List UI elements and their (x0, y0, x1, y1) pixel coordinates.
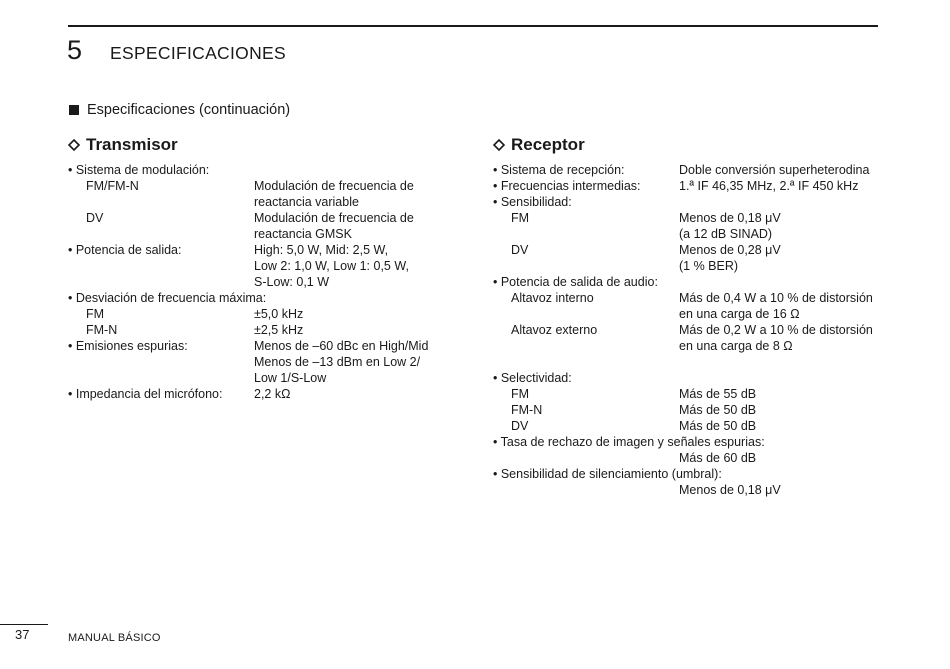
spec-label: • Sensibilidad: (493, 195, 572, 209)
spec-row (493, 434, 893, 450)
spec-label: FM/FM-N (86, 179, 139, 193)
spec-label (68, 226, 254, 242)
footer-rule (0, 624, 48, 625)
spec-row (68, 274, 458, 290)
spec-value: Menos de –13 dBm en Low 2/ (254, 355, 421, 369)
spec-value: en una carga de 8 Ω (679, 339, 793, 353)
diamond-icon (493, 139, 505, 151)
page-number: 37 (15, 627, 30, 642)
transmitter-section (68, 134, 458, 402)
spec-row (493, 466, 893, 482)
spec-value: Doble conversión superheterodina (679, 163, 870, 177)
spec-value: Modulación de frecuencia de (254, 211, 414, 225)
spec-row (68, 258, 458, 274)
spec-label: Altavoz interno (511, 291, 594, 305)
transmitter-title: Transmisor (86, 135, 178, 154)
spec-label: • Desviación de frecuencia máxima: (68, 291, 267, 305)
subsection-heading (69, 101, 290, 119)
spec-value: reactancia variable (254, 195, 359, 209)
spec-value: Más de 0,4 W a 10 % de distorsión (679, 291, 873, 305)
spec-row (493, 370, 893, 386)
spec-row (493, 210, 893, 226)
spec-label: FM-N (86, 323, 118, 337)
spec-value: Más de 60 dB (679, 451, 757, 465)
spec-label (493, 338, 679, 354)
spec-label (493, 226, 679, 242)
spec-value: en una carga de 16 Ω (679, 307, 800, 321)
spec-row (68, 322, 458, 338)
spec-row (493, 178, 893, 194)
spacer (493, 354, 893, 370)
spec-value: Más de 0,2 W a 10 % de distorsión (679, 323, 873, 337)
spec-row (68, 226, 458, 242)
receiver-section (493, 134, 893, 498)
spec-row (493, 386, 893, 402)
spec-value: Menos de –60 dBc en High/Mid (254, 339, 429, 353)
spec-label (68, 354, 254, 370)
chapter-number: 5 (67, 35, 83, 65)
spec-label (493, 306, 679, 322)
spec-value: Menos de 0,28 μV (679, 243, 781, 257)
spec-label: DV (511, 419, 529, 433)
spec-label: FM (511, 211, 530, 225)
spec-label: • Selectividad: (493, 371, 572, 385)
receiver-heading (493, 134, 893, 156)
spec-value: High: 5,0 W, Mid: 2,5 W, (254, 243, 389, 257)
spec-row (493, 402, 893, 418)
spec-label: • Sistema de modulación: (68, 163, 210, 177)
spec-value: 1.ª IF 46,35 MHz, 2.ª IF 450 kHz (679, 179, 859, 193)
spec-value: reactancia GMSK (254, 227, 352, 241)
spec-row (68, 210, 458, 226)
spec-row (493, 418, 893, 434)
spec-label: • Sistema de recepción: (493, 163, 625, 177)
spec-value: Más de 55 dB (679, 387, 757, 401)
spec-row (68, 306, 458, 322)
spec-row (493, 450, 893, 466)
spec-row (493, 242, 893, 258)
spec-value: S-Low: 0,1 W (254, 275, 330, 289)
spec-label: • Sensibilidad de silenciamiento (umbral): (493, 467, 722, 481)
spec-row (493, 162, 893, 178)
spec-label: Altavoz externo (511, 323, 598, 337)
receiver-title: Receptor (511, 135, 585, 154)
spec-label: DV (511, 243, 529, 257)
square-bullet-icon (69, 105, 79, 115)
spec-row (68, 370, 458, 386)
footer-title: MANUAL BÁSICO (68, 632, 161, 644)
spec-row (493, 258, 893, 274)
spec-label: • Impedancia del micrófono: (68, 387, 223, 401)
spec-label: • Tasa de rechazo de imagen y señales espurias: (493, 435, 765, 449)
spec-label: DV (86, 211, 104, 225)
spec-row (68, 386, 458, 402)
spec-value: Modulación de frecuencia de (254, 179, 414, 193)
spec-row (68, 242, 458, 258)
spec-row (493, 226, 893, 242)
spec-label (68, 274, 254, 290)
spec-row (493, 306, 893, 322)
spec-label (68, 258, 254, 274)
spec-row (68, 194, 458, 210)
spec-row (68, 178, 458, 194)
spec-row (493, 338, 893, 354)
spec-value: Menos de 0,18 μV (679, 211, 781, 225)
spec-row (68, 162, 458, 178)
spec-row (493, 322, 893, 338)
spec-label (68, 370, 254, 386)
spec-label (493, 450, 679, 466)
spec-value: (1 % BER) (679, 259, 739, 273)
spec-value: ±5,0 kHz (254, 307, 304, 321)
spec-value: Menos de 0,18 μV (679, 483, 781, 497)
subsection-title: Especificaciones (continuación) (87, 102, 291, 118)
spec-value: ±2,5 kHz (254, 323, 304, 337)
spec-row (68, 290, 458, 306)
spec-row (493, 290, 893, 306)
chapter-title: ESPECIFICACIONES (110, 43, 286, 63)
spec-label (68, 194, 254, 210)
spec-label (493, 482, 679, 498)
spec-row (493, 274, 893, 290)
top-rule (68, 25, 878, 27)
spec-value: Low 1/S-Low (254, 371, 327, 385)
spec-row (493, 194, 893, 210)
spec-row (493, 482, 893, 498)
spec-value: (a 12 dB SINAD) (679, 227, 773, 241)
spec-label (493, 258, 679, 274)
transmitter-heading (68, 134, 458, 156)
spec-label: • Emisiones espurias: (68, 339, 188, 353)
spec-value: Low 2: 1,0 W, Low 1: 0,5 W, (254, 259, 409, 273)
spec-value: Más de 50 dB (679, 403, 757, 417)
spec-label: • Frecuencias intermedias: (493, 179, 641, 193)
spec-label: FM-N (511, 403, 543, 417)
spec-row (68, 338, 458, 354)
spec-label: • Potencia de salida: (68, 243, 182, 257)
spec-label: FM (511, 387, 530, 401)
spec-label: FM (86, 307, 105, 321)
spec-row (68, 354, 458, 370)
spec-value: 2,2 kΩ (254, 387, 291, 401)
spec-value: Más de 50 dB (679, 419, 757, 433)
spec-label: • Potencia de salida de audio: (493, 275, 658, 289)
diamond-icon (68, 139, 80, 151)
